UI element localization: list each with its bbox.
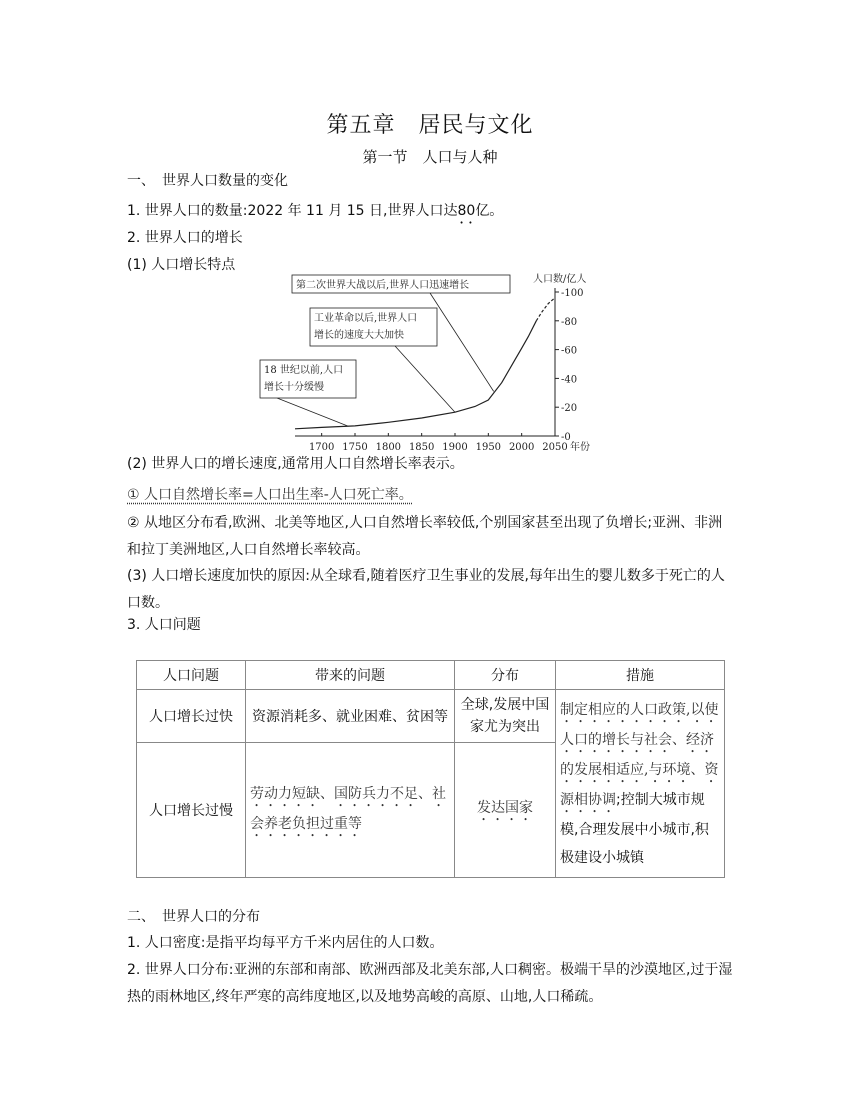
x-tick-label: 2000 [508, 442, 535, 453]
chart-callouts [260, 275, 510, 426]
population-growth-chart [255, 268, 615, 458]
x-axis-label: 年份 [570, 442, 590, 453]
x-tick-label: 1900 [442, 442, 468, 453]
item-population-distribution: 2. 世界人口分布:亚洲的东部和南部、欧洲西部及北美东部,人口稠密。极端干旱的沙漠地区,过于湿热的雨林地区,终年严寒的高纬度地区,以及地势高峻的高原、山地,人口稀疏。 [127, 962, 733, 1005]
callout-text: 18 世纪以前,人口 [264, 365, 344, 376]
row1-distribution: 全球,发展中国家尤为突出 [455, 690, 556, 743]
table-header-row [137, 661, 725, 690]
row1-issue: 资源消耗多、就业困难、贫困等 [246, 690, 455, 743]
row2-distribution: 发达国家 [455, 743, 556, 878]
y-tick-label: -40 [561, 374, 578, 386]
table-row [137, 690, 725, 743]
item-population-count [127, 201, 503, 227]
y-tick-label: -100 [561, 288, 584, 299]
measures-cell [556, 690, 725, 878]
row2-issue: 劳动力短缺、国防兵力不足、社会养老负担过重等 [246, 743, 455, 878]
population-value: 80 [457, 203, 476, 219]
chapter-title: 第五章 居民与文化 [326, 113, 534, 138]
growth-reason-text: (3) 人口增长速度加快的原因:从全球看,随着医疗卫生事业的发展,每年出生的婴儿数多于死亡的人口数。 [127, 568, 725, 611]
y-axis-label: 人口数/亿人 [533, 274, 587, 285]
regional-growth-text: ② 从地区分布看,欧洲、北美等地区,人口自然增长率较低,个别国家甚至出现了负增长;亚洲、非洲和拉丁美洲地区,人口自然增长率较高。 [127, 515, 723, 558]
callout-leader [430, 293, 494, 391]
callout-text: 工业革命以后,世界人口 [314, 313, 418, 324]
x-tick-label: 2050 [542, 442, 568, 453]
projection-line [536, 298, 555, 321]
item-population-growth: 2. 世界人口的增长 [127, 230, 243, 246]
y-tick-label: -80 [561, 316, 578, 328]
subitem-growth-features: (1) 人口增长特点 [127, 257, 236, 273]
x-tick-label: 1750 [342, 442, 368, 453]
measures-city: ;控制大城市规模,合理发展中小城市,积极建设小城镇 [560, 791, 709, 866]
row2-problem: 人口增长过慢 [137, 743, 246, 878]
x-tick-label: 1800 [375, 442, 402, 453]
callout-text: 增长十分缓慢 [264, 382, 324, 393]
section-heading-1: 一、 世界人口数量的变化 [127, 173, 288, 189]
formula-line: ① 人口自然增长率=人口出生率-人口死亡率。 [127, 487, 413, 503]
x-tick-label: 1850 [408, 442, 435, 453]
chart-axes [295, 272, 586, 436]
item1-prefix: 1. 世界人口的数量:2022 年 11 月 15 日,世界人口达 [127, 203, 458, 219]
header-problem: 人口问题 [137, 661, 246, 690]
y-tick-label: -20 [561, 403, 578, 415]
measures-policy: 制定相应的人口政策,以使人口的增长与社会、经济的发展相适应,与环境、资源相协调 [560, 701, 719, 808]
callout-text: 增长的速度大大加快 [314, 330, 404, 341]
section-heading-2: 二、 世界人口的分布 [127, 909, 260, 925]
header-issue: 带来的问题 [246, 661, 455, 690]
subitem-growth-rate: (2) 世界人口的增长速度,通常用人口自然增长率表示。 [127, 456, 464, 472]
callout-text: 第二次世界大战以后,世界人口迅速增长 [296, 280, 470, 291]
y-tick-label: -0 [561, 432, 571, 443]
x-tick-label: 1950 [475, 442, 502, 453]
item-population-density: 1. 人口密度:是指平均每平方千米内居住的人口数。 [127, 935, 444, 951]
callout-leader [395, 346, 455, 412]
item1-suffix: 亿。 [475, 203, 504, 219]
item-population-problems: 3. 人口问题 [127, 617, 201, 633]
header-distribution: 分布 [455, 661, 556, 690]
header-measures: 措施 [556, 661, 725, 690]
section-title: 第一节 人口与人种 [362, 148, 498, 166]
row1-problem: 人口增长过快 [137, 690, 246, 743]
y-tick-label: -60 [561, 345, 578, 357]
callout-leader [277, 398, 348, 426]
x-tick-label: 1700 [308, 442, 335, 453]
population-problems-table [136, 660, 725, 878]
